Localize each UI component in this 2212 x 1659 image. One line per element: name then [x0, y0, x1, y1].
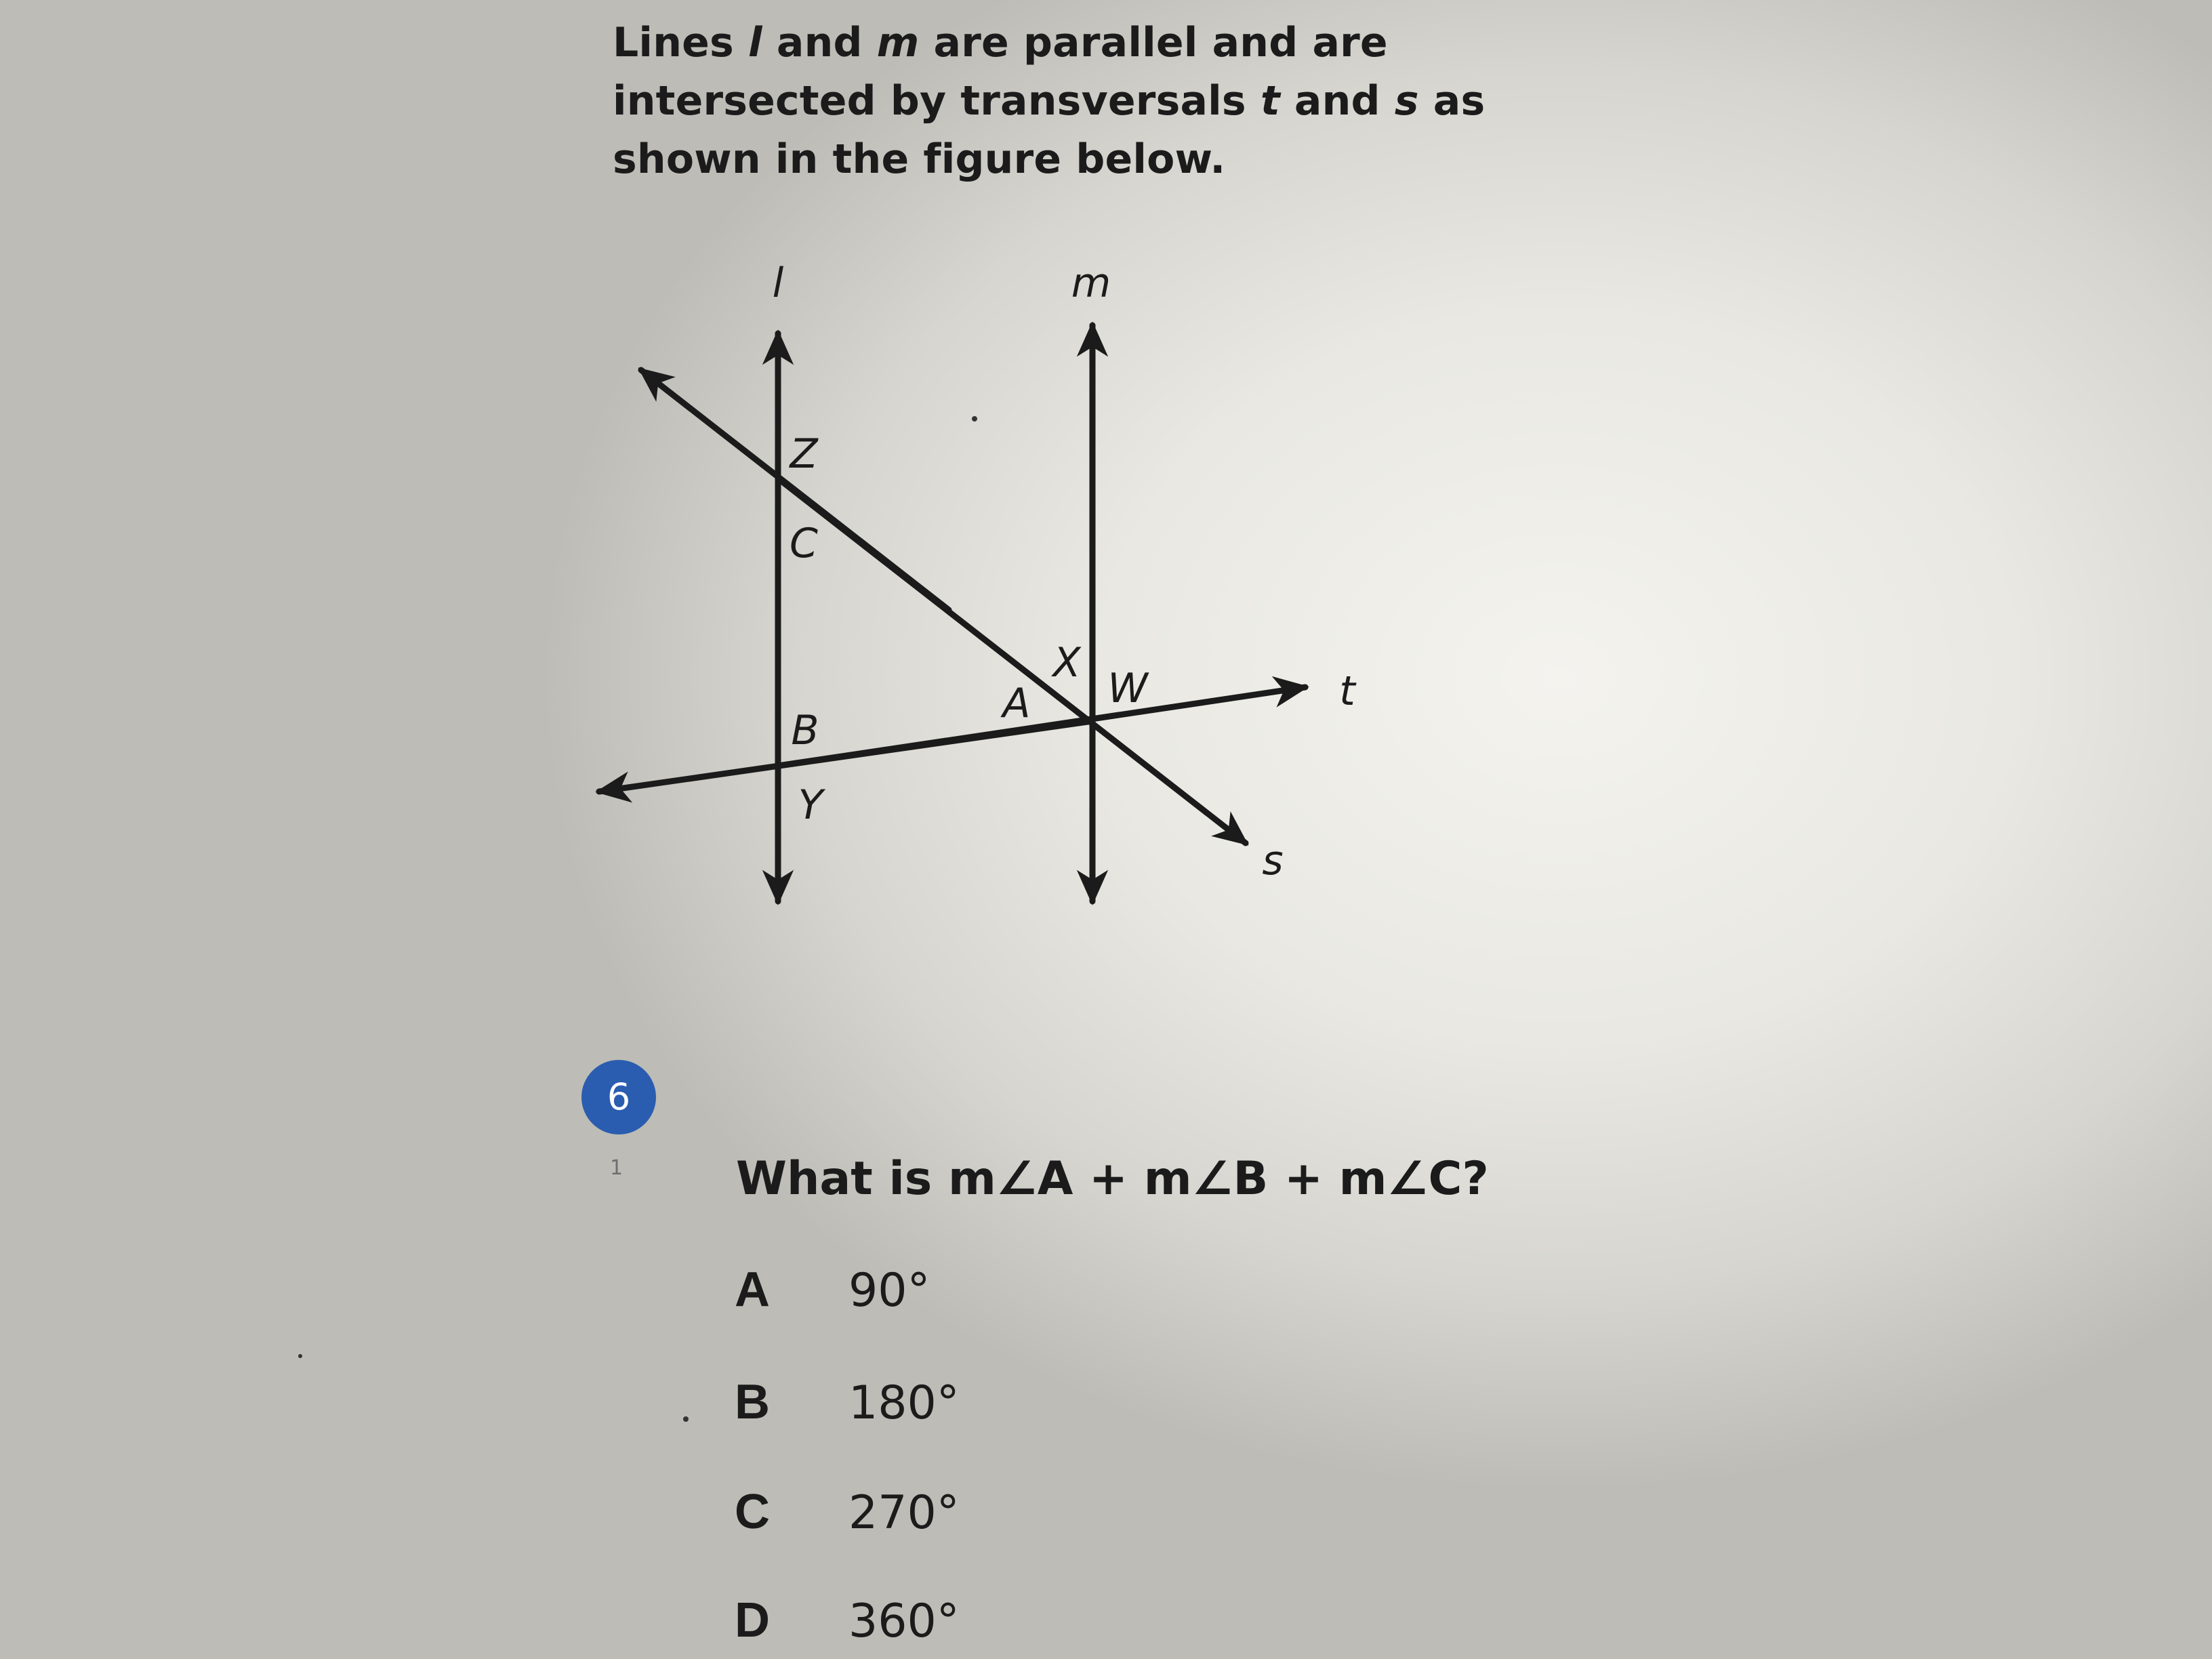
angle-label-a: A [1002, 680, 1031, 727]
choice-letter: A [735, 1263, 770, 1317]
choice-c[interactable] [735, 1484, 960, 1540]
prompt-line-3: shown in the figure below. [613, 136, 1226, 183]
choice-letter: D [735, 1593, 770, 1647]
paper-speck [298, 1354, 302, 1358]
angle-label-y: Y [798, 781, 823, 829]
paper-speck [972, 416, 977, 422]
choice-value: 180° [848, 1376, 960, 1430]
paper-speck [683, 1416, 689, 1422]
choice-value: 360° [848, 1595, 960, 1648]
prompt-var-l: l [748, 19, 762, 66]
choice-b[interactable] [735, 1374, 960, 1430]
question-number-badge: 6 [581, 1060, 656, 1134]
line-s-left [641, 370, 949, 610]
choice-value: 270° [848, 1486, 960, 1540]
line-t-left [599, 721, 1092, 792]
prompt-text: as [1418, 77, 1486, 125]
prompt-var-t: t [1260, 77, 1280, 125]
prompt-text: Lines [613, 19, 749, 66]
label-s: s [1262, 837, 1284, 884]
label-t: t [1339, 668, 1355, 715]
angle-label-b: B [791, 707, 819, 754]
choice-value: 90° [848, 1264, 930, 1317]
prompt-text: intersected by transversals [613, 77, 1261, 125]
choice-letter: B [735, 1375, 770, 1429]
choice-d[interactable] [735, 1593, 960, 1648]
prompt-text: and [1279, 77, 1395, 125]
angle-label-z: Z [790, 430, 818, 478]
question-sub-number: 1 [610, 1156, 623, 1180]
label-m: m [1071, 260, 1111, 307]
choice-letter: C [735, 1485, 770, 1539]
angle-label-x: X [1052, 639, 1081, 687]
question-text: What is m∠A + m∠B + m∠C? [736, 1152, 1489, 1206]
prompt-text: are parallel and are [919, 19, 1388, 66]
choice-a[interactable] [735, 1262, 930, 1317]
prompt-var-m: m [876, 19, 920, 66]
angle-label-c: C [790, 520, 818, 567]
prompt-var-s: s [1394, 77, 1419, 125]
prompt-text: and [762, 19, 877, 66]
label-l: l [772, 260, 784, 307]
angle-label-w: W [1107, 665, 1148, 712]
